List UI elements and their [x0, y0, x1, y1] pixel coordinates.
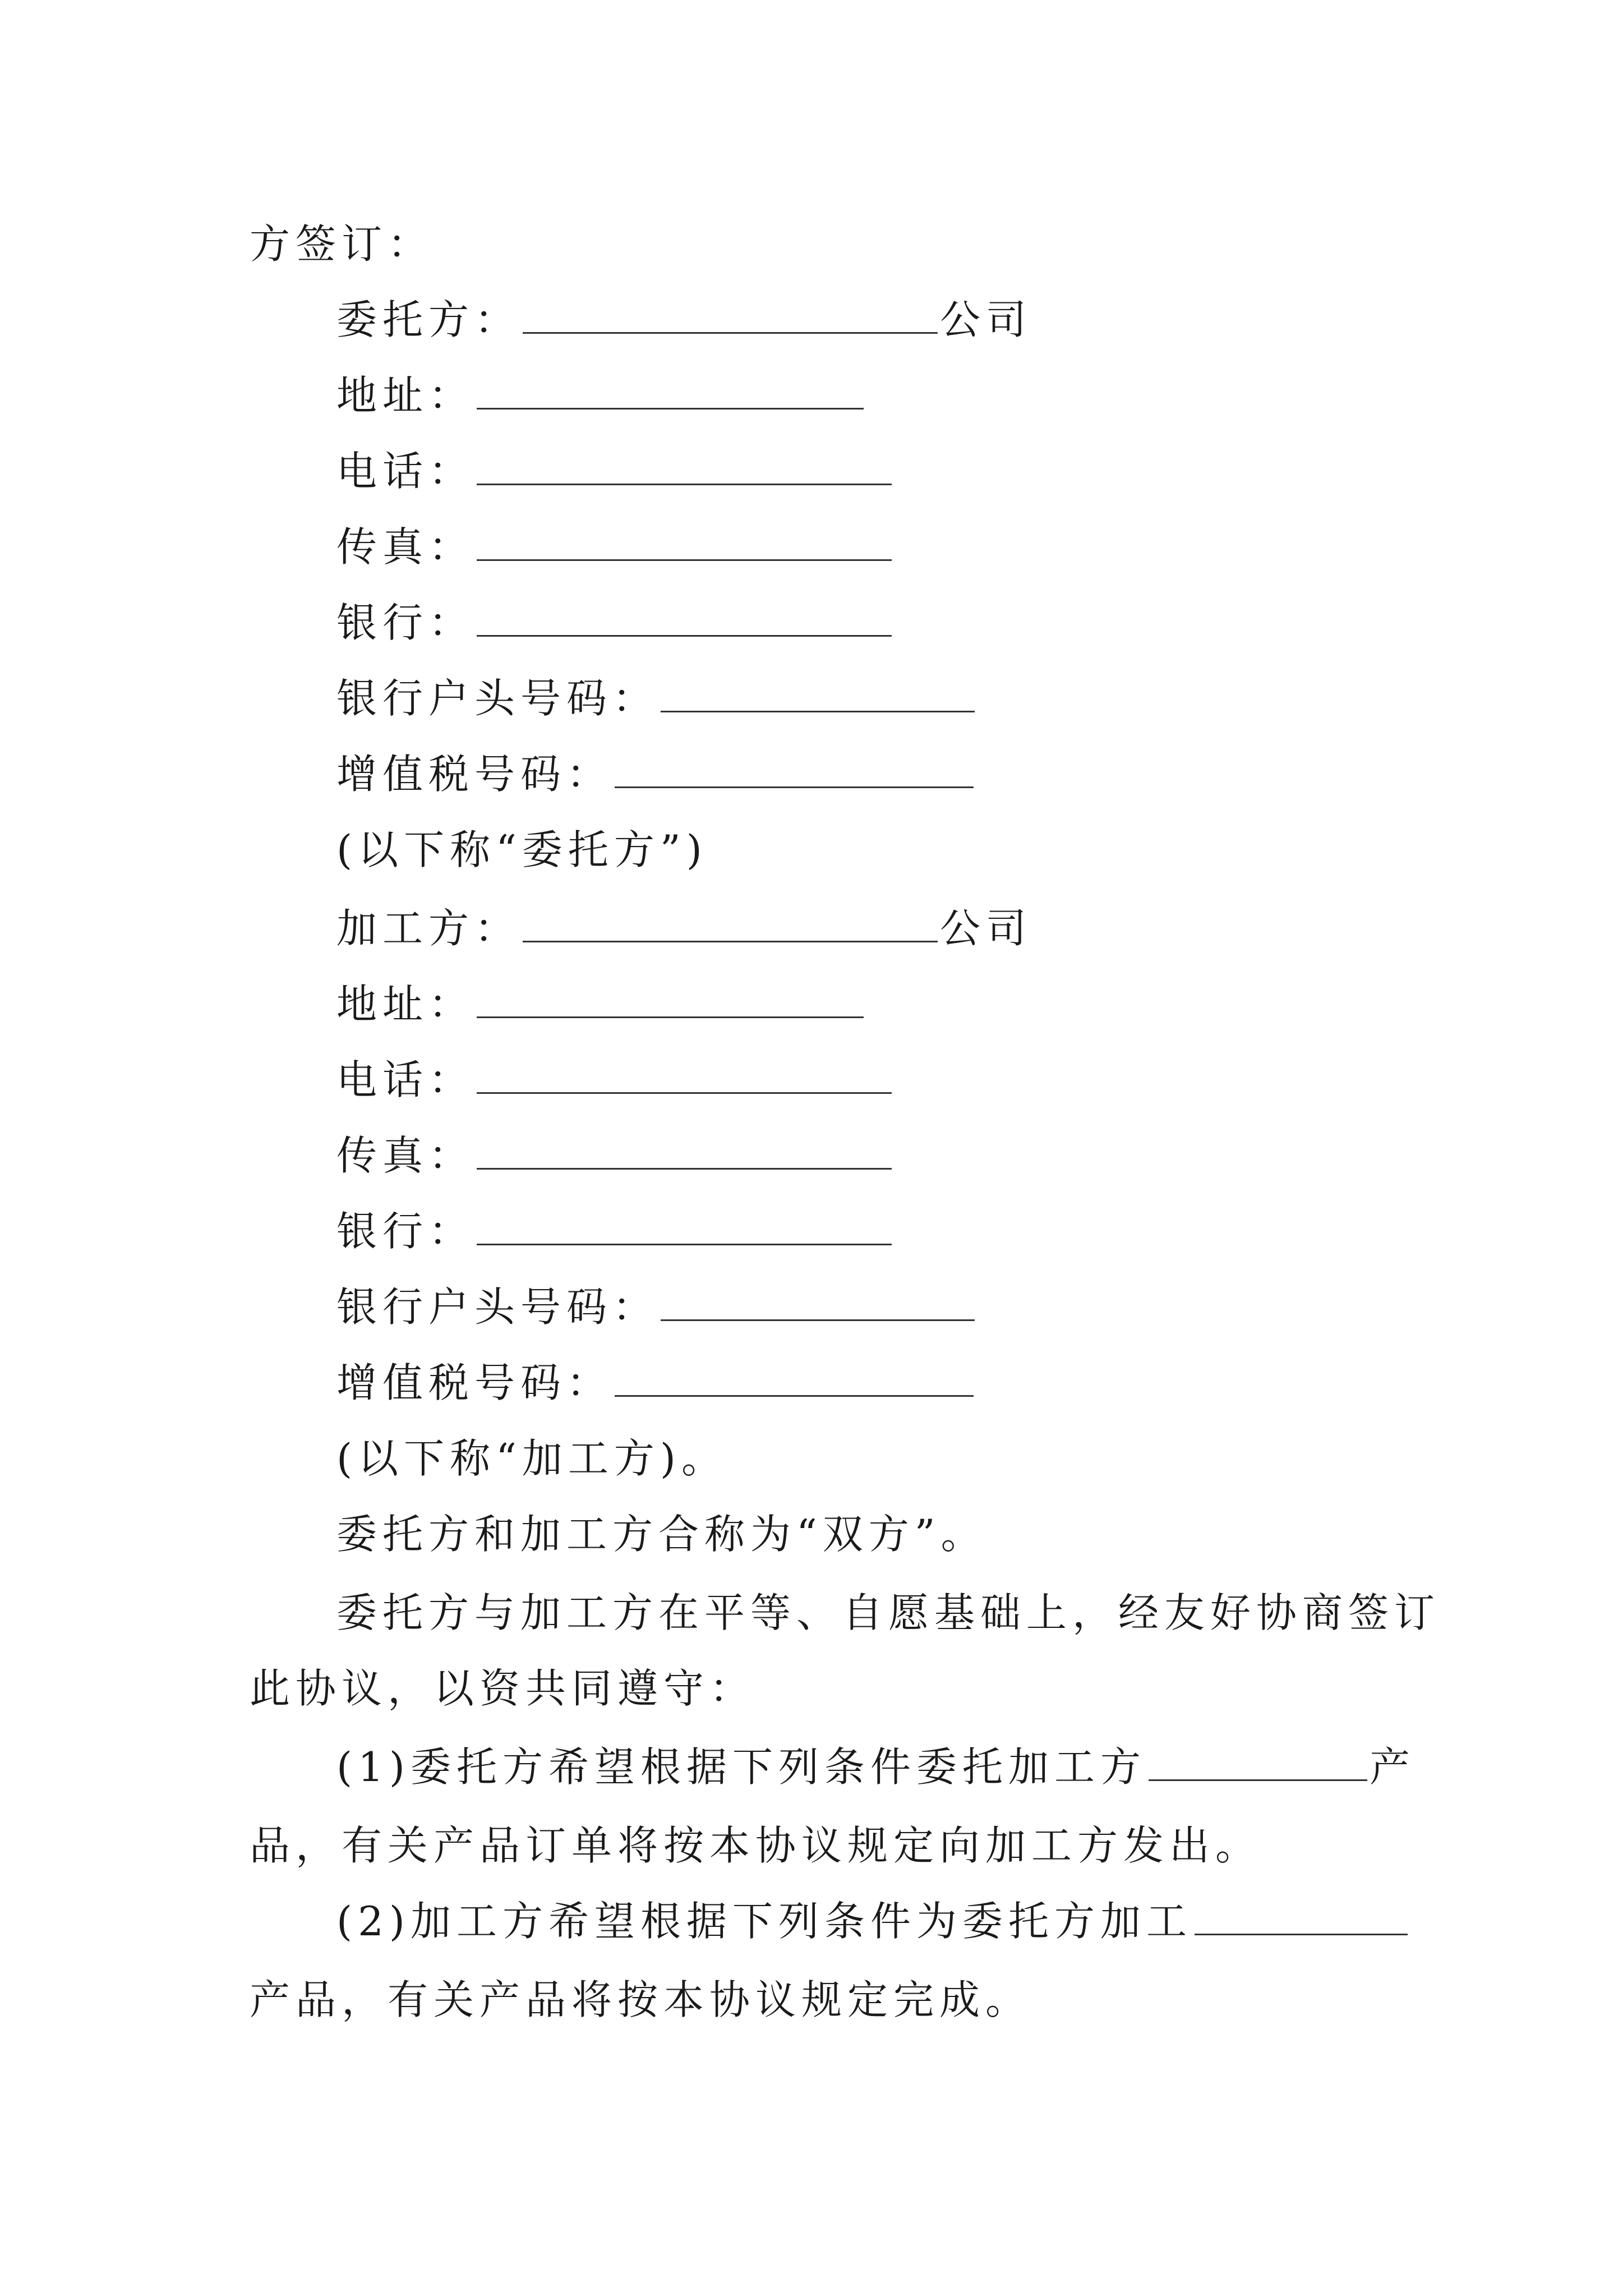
intro-line-1: 委托方与加工方在平等、自愿基础上，经友好协商签订	[336, 1589, 1441, 1636]
processor-phone-label: 电话：	[336, 1056, 475, 1103]
client-phone-blank[interactable]	[477, 448, 892, 485]
processor-account-row	[336, 1276, 977, 1338]
processor-account-label: 银行户头号码：	[336, 1283, 659, 1331]
processor-phone-blank[interactable]	[477, 1056, 892, 1094]
processor-name-row	[336, 898, 1032, 959]
client-bank-blank[interactable]	[477, 599, 892, 637]
processor-fax-label: 传真：	[336, 1132, 475, 1179]
client-phone-row	[336, 440, 894, 502]
item2-product-blank[interactable]	[1195, 1898, 1408, 1935]
client-fax-blank[interactable]	[477, 523, 892, 561]
processor-bank-blank[interactable]	[477, 1208, 892, 1245]
item1-text-end: 产	[1370, 1743, 1416, 1791]
item2-line-2: 产品，有关产品将按本协议规定完成。	[250, 1976, 1032, 2023]
processor-address-label: 地址：	[336, 981, 475, 1028]
processor-phone-row	[336, 1049, 894, 1111]
client-account-blank[interactable]	[661, 675, 975, 712]
processor-vat-row	[336, 1352, 976, 1414]
item1-line-2: 品，有关产品订单将按本协议规定向加工方发出。	[250, 1822, 1262, 1869]
parties-definition: 委托方和加工方合称为“双方”。	[336, 1511, 987, 1558]
item1-text: (1)委托方希望根据下列条件委托加工方	[336, 1743, 1146, 1791]
client-vat-row	[336, 743, 976, 805]
client-name-label: 委托方：	[336, 296, 521, 343]
item1-line-1	[336, 1736, 1415, 1798]
processor-address-row	[336, 973, 866, 1035]
client-hereinafter: (以下称“委托方”)	[336, 826, 708, 873]
processor-vat-label: 增值税号码：	[336, 1359, 613, 1406]
processor-fax-blank[interactable]	[477, 1132, 892, 1170]
processor-bank-row	[336, 1200, 894, 1262]
client-fax-row	[336, 516, 894, 578]
processor-name-blank[interactable]	[523, 905, 938, 942]
opening-line: 方签订：	[250, 220, 434, 268]
client-vat-blank[interactable]	[615, 751, 974, 788]
client-bank-label: 银行：	[336, 599, 475, 646]
processor-name-label: 加工方：	[336, 905, 521, 952]
processor-vat-blank[interactable]	[615, 1359, 974, 1397]
client-name-blank[interactable]	[523, 296, 938, 334]
item2-text: (2)加工方希望根据下列条件为委托方加工	[336, 1898, 1192, 1945]
intro-line-2: 此协议，以资共同遵守：	[250, 1665, 756, 1712]
item1-product-blank[interactable]	[1149, 1743, 1367, 1781]
processor-name-suffix: 公司	[940, 905, 1032, 952]
item2-line-1	[336, 1890, 1410, 1952]
client-address-row	[336, 365, 866, 426]
client-address-label: 地址：	[336, 372, 475, 419]
processor-address-blank[interactable]	[477, 981, 864, 1018]
client-phone-label: 电话：	[336, 448, 475, 495]
client-vat-label: 增值税号码：	[336, 751, 613, 798]
processor-bank-label: 银行：	[336, 1208, 475, 1255]
client-fax-label: 传真：	[336, 523, 475, 570]
client-account-row	[336, 668, 977, 729]
client-account-label: 银行户头号码：	[336, 675, 659, 722]
client-bank-row	[336, 592, 894, 654]
client-address-blank[interactable]	[477, 372, 864, 409]
processor-account-blank[interactable]	[661, 1283, 975, 1321]
client-name-suffix: 公司	[940, 296, 1032, 343]
client-name-row	[336, 289, 1032, 351]
processor-hereinafter: (以下称“加工方)。	[336, 1435, 727, 1482]
processor-fax-row	[336, 1125, 894, 1186]
